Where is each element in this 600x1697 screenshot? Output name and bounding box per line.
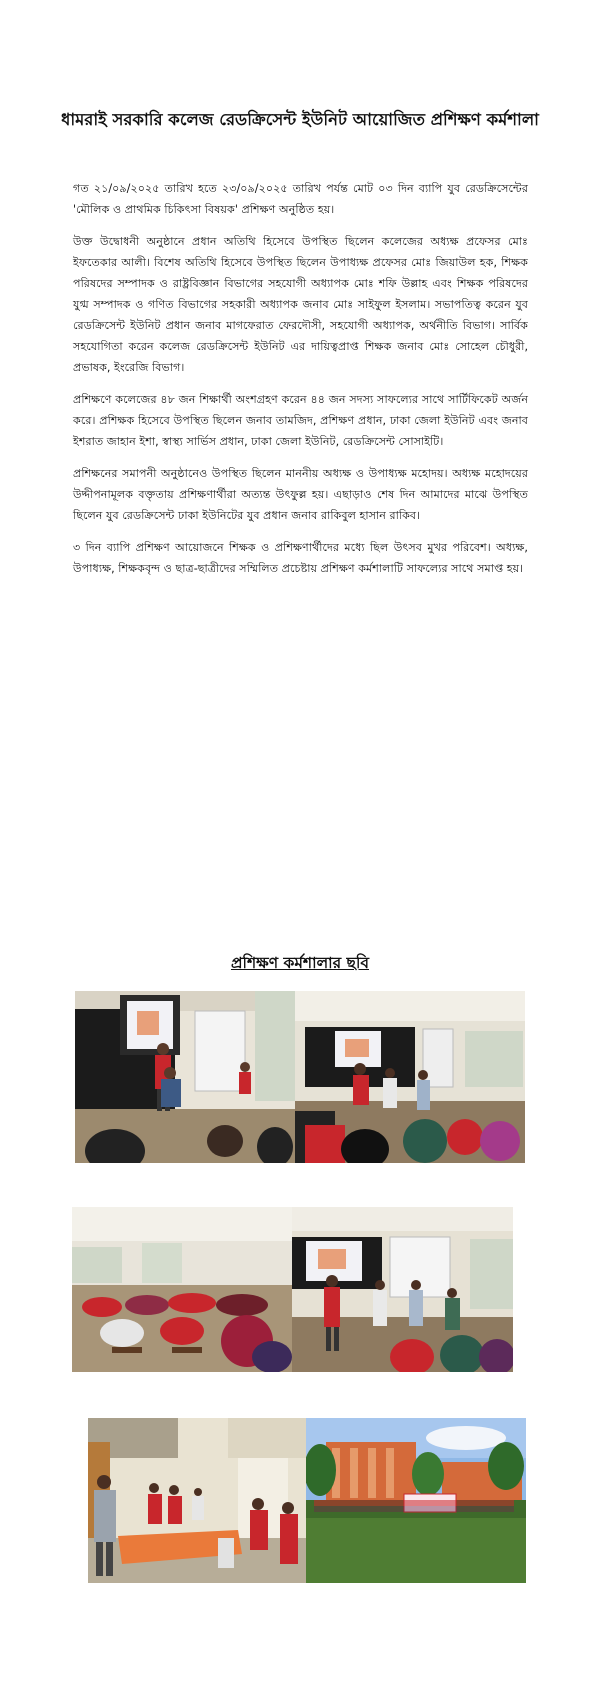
photo-closing-ceremony — [292, 1207, 513, 1372]
photo-classroom-presentation-1 — [75, 991, 295, 1163]
paragraph-opening-ceremony: উক্ত উদ্বোধনী অনুষ্ঠানে প্রধান অতিথি হিসেবে উপস্থিত ছিলেন কলেজের অধ্যক্ষ প্রফেসর মোঃ ইফতেকার আলী। বিশেষ অতিথি হিসেবে উপস্থিত ছিলেন উপাধ্যক্ষ প্রফেসর মোঃ জিয়াউল হক, শিক্ষক পরিষদের সম্পাদক ও রাষ্ট্রবিজ্ঞান বিভাগের সহযোগী অধ্যাপক মোঃ শফি উল্লাহ এবং শিক্ষক পরিষদের যুগ্ম সম্পাদক ও গণিত বিভাগের সহকারী অধ্যাপক জনাব মোঃ সাইফুল ইসলাম। সভাপতিত্ব করেন যুব রেডক্রিসেন্ট ইউনিট প্রধান জনাব মাগফেরাত ফেরদৌসী, সহযোগী অধ্যাপক, অর্থনীতি বিভাগ। সার্বিক সহযোগিতা করেন কলেজ রেডক্রিসেন্ট ইউনিট এর দায়িত্বপ্রাপ্ত শিক্ষক জনাব মোঃ সোহেল চৌধুরী, প্রভাষক, ইংরেজি বিভাগ। — [73, 235, 528, 374]
paragraph-conclusion: ৩ দিন ব্যাপি প্রশিক্ষণ আয়োজনে শিক্ষক ও প্রশিক্ষণার্থীদের মধ্যে ছিল উৎসব মুখর পরিবেশ। অধ্যক্ষ, উপাধ্যক্ষ, শিক্ষকবৃন্দ ও ছাত্র-ছাত্রীদের সম্মিলিত প্রচেষ্টায় প্রশিক্ষণ কর্মশালাটি সাফল্যের সাথে সমাপ্ত হয়। — [73, 541, 528, 575]
document-body — [73, 178, 528, 590]
photo-stretcher-practice — [88, 1418, 306, 1583]
paragraph-participants: প্রশিক্ষণে কলেজের ৪৮ জন শিক্ষার্থী অংশগ্রহণ করেন ৪৪ জন সদস্য সাফল্যের সাথে সার্টিফিকেট অর্জন করে। প্রশিক্ষক হিসেবে উপস্থিত ছিলেন জনাব তামজিদ, প্রশিক্ষণ প্রধান, ঢাকা জেলা ইউনিট এবং জনাব ইশরাত জাহান ইশা, স্বাস্থ্য সার্ভিস প্রধান, ঢাকা জেলা ইউনিট, রেডক্রিসেন্ট সোসাইটি। — [73, 393, 528, 448]
document-title: ধামরাই সরকারি কলেজ রেডক্রিসেন্ট ইউনিট আয়োজিত প্রশিক্ষণ কর্মশালা — [61, 110, 539, 129]
photo-classroom-presentation-2 — [295, 991, 525, 1163]
paragraph-training-dates: গত ২১/০৯/২০২৫ তারিখ হতে ২৩/০৯/২০২৫ তারিখ পর্যন্ত মোট ০৩ দিন ব্যাপি যুব রেডক্রিসেন্টের 'মৌলিক ও প্রাথমিক চিকিৎসা বিষয়ক' প্রশিক্ষণ অনুষ্ঠিত হয়। — [73, 182, 528, 216]
paragraph-closing-ceremony: প্রশিক্ষনের সমাপনী অনুষ্ঠানেও উপস্থিত ছিলেন মাননীয় অধ্যক্ষ ও উপাধ্যক্ষ মহোদয়। অধ্যক্ষ মহোদয়ের উদ্দীপনামূলক বক্তৃতায় প্রশিক্ষণার্থীরা অত্যন্ত উৎফুল্ল হয়। এছাড়াও শেষ দিন আমাদের মাঝে উপস্থিত ছিলেন যুব রেডক্রিসেন্ট ঢাকা ইউনিটের যুব প্রধান জনাব রাকিবুল হাসান রাকিব। — [73, 467, 528, 522]
photo-group-outdoor — [306, 1418, 526, 1583]
photo-students-exam — [72, 1207, 292, 1372]
gallery-title: প্রশিক্ষণ কর্মশালার ছবি — [230, 954, 370, 972]
